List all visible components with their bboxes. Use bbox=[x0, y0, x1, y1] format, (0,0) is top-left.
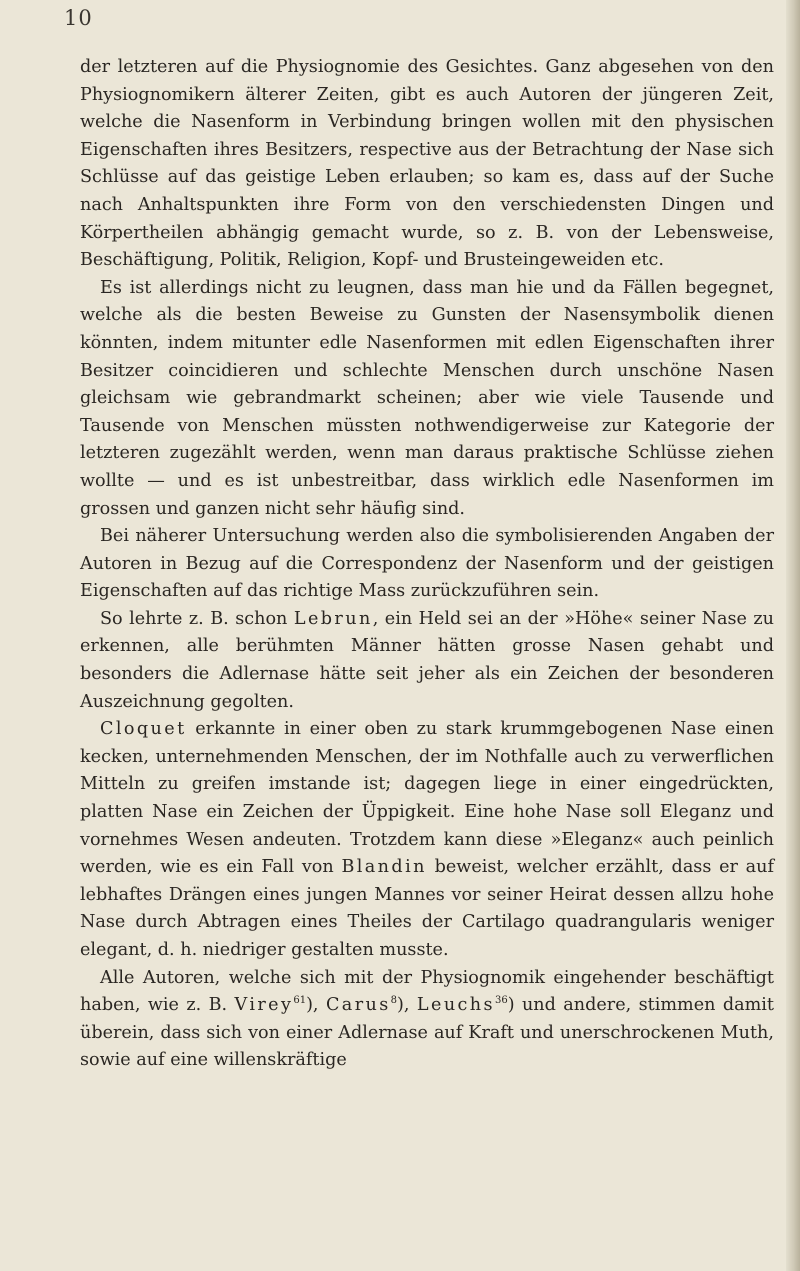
text-segment: So lehrte z. B. schon bbox=[100, 608, 294, 629]
author-name: Leuchs bbox=[416, 995, 495, 1016]
text-segment: , ein Held sei an der »Höhe« seiner Nase zu erkennen, alle berühmten Männer hätten grosse Nasen gehabt und besonders die Adlernase hätte seit jeher als ein Zeichen der besonderen Auszeichnung gegolten. bbox=[80, 608, 775, 712]
footnote-reference: 61 bbox=[293, 995, 307, 1007]
paragraph bbox=[80, 606, 774, 716]
author-name: Virey bbox=[234, 995, 294, 1016]
paragraph bbox=[80, 523, 774, 606]
text-segment: erkannte in einer oben zu stark krummgebogenen Nase einen kecken, unternehmenden Menschen, der im Nothfalle auch zu verwerflichen Mitteln zu greifen imstande ist; dagegen liege in einer eingedrückten, platten Nase ein Zeichen der Üppigkeit. Eine hohe Nase soll Eleganz und vornehmes Wesen andeuten. Trotzdem kann diese »Eleganz« auch peinlich werden, wie es ein Fall von bbox=[80, 719, 774, 878]
footnote-reference: 8 bbox=[390, 995, 398, 1007]
footnote-reference: 36 bbox=[494, 995, 508, 1007]
author-name: Blandin bbox=[341, 857, 427, 878]
text-segment: ), bbox=[397, 995, 417, 1016]
text-segment: beweist, welcher erzählt, dass er auf lebhaftes Drängen eines jungen Mannes vor seiner Heirat dessen allzu hohe Nase durch Abtragen eines Theiles der Cartilago quadrangularis weniger elegant, d. h. niedriger gestalten musste. bbox=[80, 857, 774, 960]
text-segment: ) und andere, stimmen damit überein, dass sich von einer Adlernase auf Kraft und unerschrockenen Muth, sowie auf eine willenskräftige bbox=[80, 995, 774, 1071]
author-name: Carus bbox=[325, 995, 391, 1016]
page-edge-shadow bbox=[786, 0, 800, 1271]
text-segment: ), bbox=[306, 995, 326, 1016]
author-name: Lebrun bbox=[293, 608, 373, 629]
text-segment: Bei näherer Untersuchung werden also die symbolisierenden Angaben der Autoren in Bezug auf die Correspondenz der Nasenform und der geistigen Eigenschaften auf das richtige Mass zurückzuführen sein. bbox=[80, 526, 774, 602]
text-segment: Alle Autoren, welche sich mit der Physiognomik eingehender beschäftigt haben, wie z. B. bbox=[80, 967, 774, 1016]
page-number: 10 bbox=[64, 6, 93, 30]
paragraph bbox=[80, 275, 774, 523]
author-name: Cloquet bbox=[100, 719, 187, 740]
text-segment: Es ist allerdings nicht zu leugnen, dass man hie und da Fällen begegnet, welche als die besten Beweise zu Gunsten der Nasensymbolik dienen könnten, indem mitunter edle Nasenformen mit edlen Eigenschaften ihrer Besitzer coincidieren und schlechte Menschen durch unschöne Nasen gleichsam wie gebrandmarkt scheinen; aber wie viele Tausende und Tausende von Menschen müssten nothwendigerweise zur Kategorie der letzteren zugezählt werden, wenn man daraus praktische Schlüsse ziehen wollte — und es ist unbestreitbar, dass wirklich edle Nasenformen im grossen und ganzen nicht sehr häufig sind. bbox=[80, 277, 774, 519]
paragraph bbox=[80, 716, 774, 964]
body-text bbox=[80, 54, 774, 1075]
paragraph bbox=[80, 965, 774, 1075]
paragraph bbox=[80, 54, 774, 275]
text-segment: der letzteren auf die Physiognomie des Gesichtes. Ganz abgesehen von den Physiognomikern älterer Zeiten, gibt es auch Autoren der jüngeren Zeit, welche die Nasenform in Verbindung bringen wollen mit den physischen Eigenschaften ihres Besitzers, respective aus der Betrachtung der Nase sich Schlüsse auf das geistige Leben erlauben; so kam es, dass auf der Suche nach Anhaltspunkten ihre Form von den verschiedensten Dingen und Körpertheilen abhängig gemacht wurde, so z. B. von der Lebensweise, Beschäftigung, Politik, Religion, Kopf- und Brusteingeweiden etc. bbox=[80, 57, 774, 271]
